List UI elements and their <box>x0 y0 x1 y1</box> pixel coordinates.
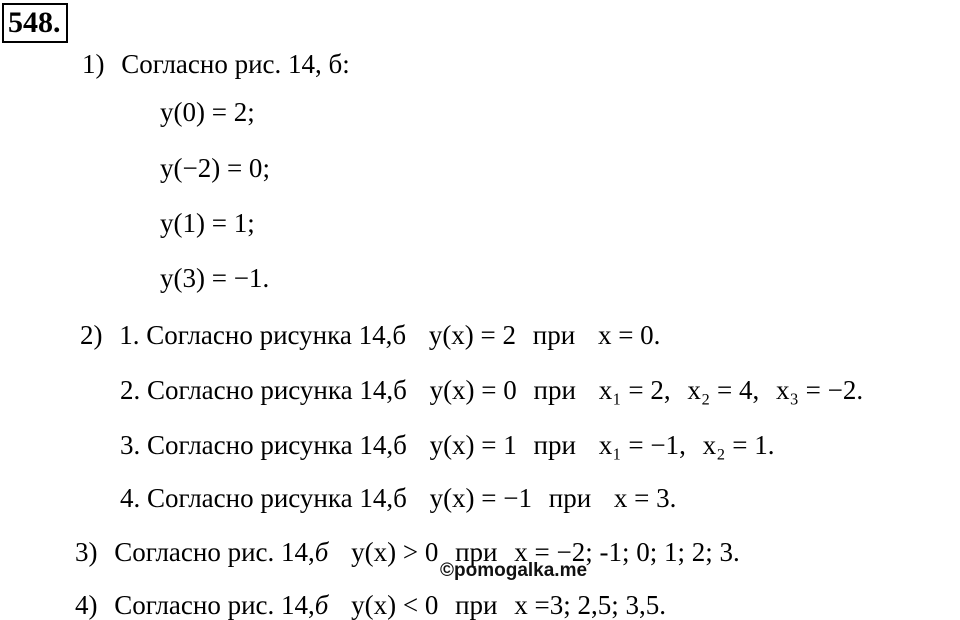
pri-word: при <box>548 483 592 513</box>
equation: y(0) = 2 <box>160 97 248 127</box>
equation: x = <box>514 590 550 620</box>
answer: x₃ = −2 <box>775 375 857 405</box>
pri-word: при <box>455 537 498 567</box>
equation: x = −2 <box>514 537 586 567</box>
figure-letter: б <box>314 590 329 620</box>
punct: . <box>767 430 775 460</box>
part4-text: Согласно рис. 14, <box>114 590 315 620</box>
punct: . <box>856 375 864 405</box>
answer-list: ; -1; 0; 1; 2; 3. <box>585 537 740 567</box>
answer: x₁ = 2 <box>598 375 664 405</box>
equation: y(−2) = 0 <box>160 153 263 183</box>
part2-item <box>120 485 676 512</box>
part2-label: 2) <box>80 320 103 350</box>
part2-item: 2. Согласно рисунка 14,б y(x) = 0 при x₁ = 2, x₂ = 4, x₃ = −2. <box>120 375 864 405</box>
condition: y(x) = 0 <box>429 375 517 405</box>
part3-label: 3) <box>75 537 98 567</box>
item-number: 3. <box>120 430 141 460</box>
pri-word: при <box>532 320 576 350</box>
problem-number-box <box>2 3 68 43</box>
condition: y(x) = 1 <box>429 430 517 460</box>
part1-line <box>160 155 270 182</box>
condition: y(x) = 2 <box>428 320 517 350</box>
punct: . <box>653 320 661 350</box>
punct: ; <box>247 97 255 127</box>
answer: x₁ = −1 <box>598 430 680 460</box>
item-text: Согласно рисунка 14,б <box>147 430 407 460</box>
punct: . <box>669 483 677 513</box>
part3-line <box>75 539 740 566</box>
watermark: ©pomogalka.me <box>440 560 588 581</box>
pri-word: при <box>533 375 576 405</box>
part1-line <box>160 265 269 292</box>
item-number: 4. <box>120 483 141 513</box>
item-text: Согласно рисунка 14,б <box>147 375 407 405</box>
equation: y(3) = −1 <box>160 263 263 293</box>
pri-word: при <box>533 430 576 460</box>
condition: y(x) = −1 <box>429 483 532 513</box>
answer: x₂ = 4 <box>687 375 753 405</box>
answer: x₂ = 1 <box>702 430 768 460</box>
answer: x = 0 <box>597 320 654 350</box>
part4-label: 4) <box>75 590 98 620</box>
part2-item <box>80 322 660 349</box>
punct: ; <box>247 208 255 238</box>
figure-letter: б <box>314 537 329 567</box>
part1-header <box>82 51 350 78</box>
condition: y(x) < 0 <box>351 590 439 620</box>
answer-list: 3; 2,5; 3,5. <box>549 590 667 620</box>
part2-item: 3. Согласно рисунка 14,б y(x) = 1 при x₁ = −1, x₂ = 1. <box>120 430 775 460</box>
part3-text: Согласно рис. 14, <box>114 537 315 567</box>
part1-label: 1) <box>82 49 105 79</box>
item-text: Согласно рисунка 14,б <box>146 320 407 350</box>
part1-intro: Согласно рис. 14, б: <box>121 49 350 79</box>
item-number: 1. <box>119 320 140 350</box>
part1-line <box>160 210 255 237</box>
pri-word: при <box>455 590 498 620</box>
part1-line <box>160 99 255 126</box>
punct: . <box>262 263 270 293</box>
problem-number: 548. <box>8 6 61 39</box>
punct: ; <box>262 153 270 183</box>
item-number: 2. <box>120 375 141 405</box>
answer: x = 3 <box>613 483 670 513</box>
part4-line <box>75 592 666 619</box>
condition: y(x) > 0 <box>351 537 439 567</box>
equation: y(1) = 1 <box>160 208 248 238</box>
item-text: Согласно рисунка 14,б <box>147 483 407 513</box>
